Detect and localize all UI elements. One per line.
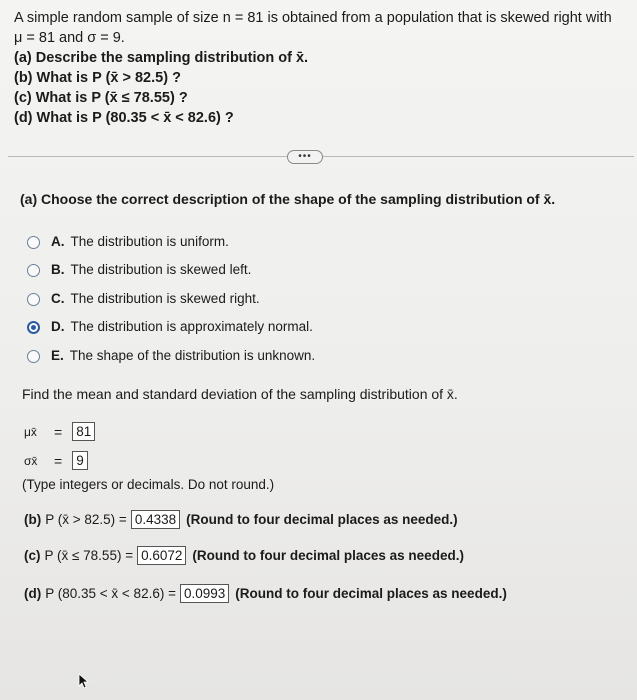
- option-text: The distribution is uniform.: [70, 234, 229, 249]
- prob-expression: P (x̄ > 82.5) =: [45, 512, 127, 527]
- problem-part-d: (d) What is P (80.35 < x̄ < 82.6) ?: [14, 110, 234, 126]
- prob-c-row: [24, 546, 464, 565]
- round-note: (Round to four decimal places as needed.): [192, 548, 464, 563]
- prob-label: (c): [24, 548, 41, 563]
- radio-button[interactable]: [27, 236, 40, 249]
- option-letter: C.: [51, 291, 65, 306]
- mouse-cursor-icon: [78, 673, 90, 689]
- prob-c-answer-box[interactable]: 0.6072: [137, 546, 186, 565]
- problem-statement: [14, 8, 612, 128]
- prob-b-row: [24, 510, 458, 529]
- option-letter: D.: [51, 319, 65, 334]
- option-text: The distribution is skewed left.: [70, 262, 252, 277]
- prob-d-answer-box[interactable]: 0.0993: [180, 584, 229, 603]
- type-note: (Type integers or decimals. Do not round.): [22, 477, 275, 492]
- problem-intro-line2: μ = 81 and σ = 9.: [14, 30, 125, 46]
- question-a-prompt: (a) Choose the correct description of the shape of the sampling distribution of x̄.: [20, 191, 556, 207]
- option-letter: B.: [51, 262, 65, 277]
- round-note: (Round to four decimal places as needed.): [235, 586, 507, 601]
- round-note: (Round to four decimal places as needed.): [186, 512, 458, 527]
- radio-button[interactable]: [27, 293, 40, 306]
- prob-expression: P (x̄ ≤ 78.55) =: [44, 548, 134, 563]
- option-c[interactable]: [27, 290, 260, 308]
- prob-d-row: [24, 584, 507, 603]
- option-text: The shape of the distribution is unknown.: [69, 348, 316, 363]
- sd-answer-box[interactable]: 9: [72, 451, 88, 470]
- mean-answer-box[interactable]: 81: [72, 422, 95, 441]
- problem-part-a: (a) Describe the sampling distribution of x̄.: [14, 50, 309, 66]
- equals-sign: =: [54, 423, 63, 440]
- prob-b-answer-box[interactable]: 0.4338: [131, 510, 180, 529]
- prob-expression: P (80.35 < x̄ < 82.6) =: [45, 586, 176, 601]
- mean-sd-prompt: Find the mean and standard deviation of the sampling distribution of x̄.: [22, 386, 458, 402]
- mu-symbol: μx̄: [24, 424, 37, 439]
- option-letter: A.: [51, 234, 65, 249]
- option-text: The distribution is skewed right.: [70, 291, 260, 306]
- prob-label: (b): [24, 512, 42, 527]
- problem-intro-line1: A simple random sample of size n = 81 is obtained from a population that is skewed right with: [14, 10, 612, 26]
- mean-row: [24, 422, 95, 441]
- option-a[interactable]: [27, 233, 229, 251]
- option-letter: E.: [51, 348, 64, 363]
- sd-row: [24, 451, 88, 470]
- option-text: The distribution is approximately normal.: [70, 319, 313, 334]
- radio-button[interactable]: [27, 264, 40, 277]
- equals-sign: =: [54, 452, 63, 469]
- sigma-symbol: σx̄: [24, 453, 38, 468]
- problem-part-c: (c) What is P (x̄ ≤ 78.55) ?: [14, 90, 188, 106]
- prob-label: (d): [24, 586, 42, 601]
- radio-button[interactable]: [27, 350, 40, 363]
- option-d[interactable]: [27, 318, 313, 336]
- radio-button-selected[interactable]: [27, 321, 40, 334]
- expand-more-button[interactable]: •••: [287, 150, 323, 164]
- problem-part-b: (b) What is P (x̄ > 82.5) ?: [14, 70, 181, 86]
- option-b[interactable]: [27, 261, 251, 279]
- option-e[interactable]: [27, 347, 315, 365]
